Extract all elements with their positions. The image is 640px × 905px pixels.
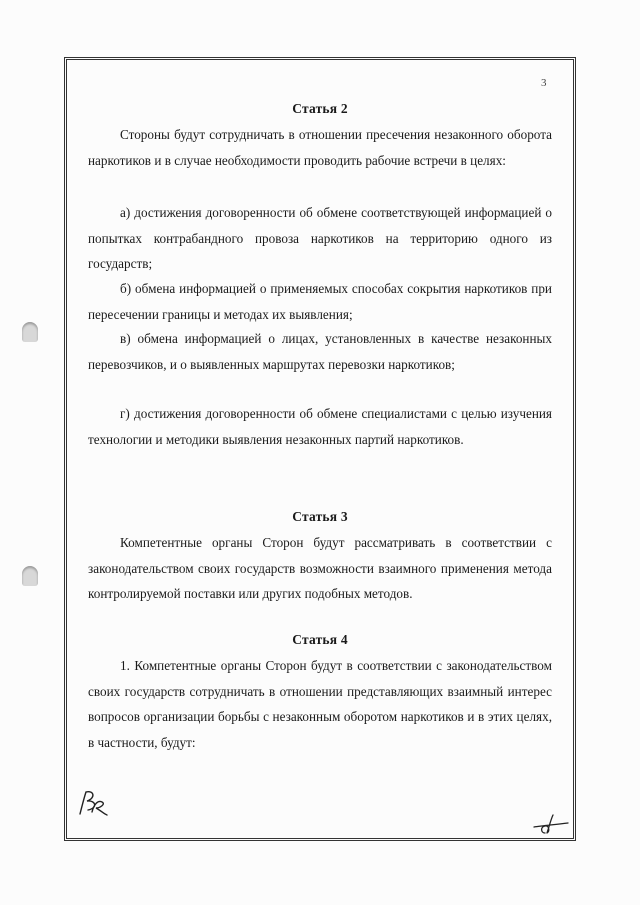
article-2-heading: Статья 2 <box>292 101 348 116</box>
article-2-item-v: в) обмена информацией о лицах, установленных в качестве незаконных перевозчиков, и о выявленных маршрутах перевозки наркотиков; <box>88 331 552 372</box>
article-2-item-a: а) достижения договоренности об обмене соответствующей информацией о попытках контрабандного провоза наркотиков на территорию одного из государств; <box>88 205 552 271</box>
signature-initials-right <box>531 813 571 837</box>
signature-initials-left <box>76 788 110 818</box>
article-4-heading: Статья 4 <box>292 632 348 647</box>
article-3-heading: Статья 3 <box>292 509 348 524</box>
article-2-item-b: б) обмена информацией о применяемых способах сокрытия наркотиков при пересечении границы и методах их выявления; <box>88 281 552 322</box>
page-number: 3 <box>541 77 547 89</box>
article-4-text: 1. Компетентные органы Сторон будут в соответствии с законодательством своих государств сотрудничать в отношении представляющих взаимный интерес вопросов организации борьбы с незаконным оборотом наркотиков и в этих целях, в частности, будут: <box>88 658 552 750</box>
article-3-text: Компетентные органы Сторон будут рассматривать в соответствии с законодательством своих государств возможности взаимного применения метода контролируемой поставки или других подобных методов. <box>88 535 552 601</box>
punch-hole-mark <box>22 322 38 342</box>
article-2-item-g: г) достижения договоренности об обмене специалистами с целью изучения технологии и методики выявления незаконных партий наркотиков. <box>88 406 552 447</box>
article-2-intro: Стороны будут сотрудничать в отношении пресечения незаконного оборота наркотиков и в случае необходимости проводить рабочие встречи в целях: <box>88 127 552 168</box>
punch-hole-mark <box>22 566 38 586</box>
